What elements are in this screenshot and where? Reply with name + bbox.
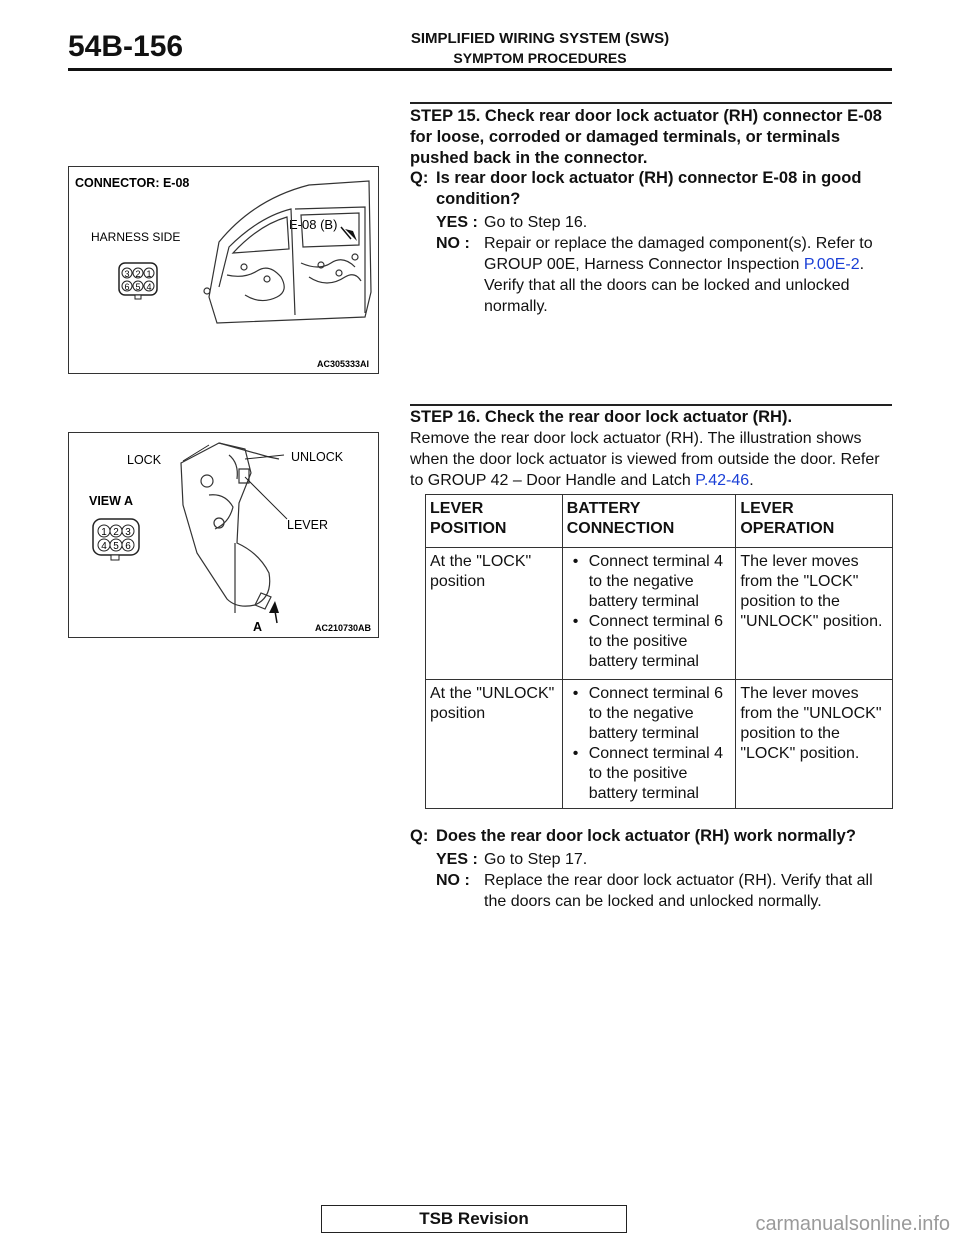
table-cell: At the "LOCK" position [426,548,563,680]
tsb-revision-box: TSB Revision [321,1205,627,1233]
no-text: Repair or replace the damaged component(s). Refer to GROUP 00E, Harness Connector Inspection P.00E-2. Verify that all the doors can be locked and unlocked normally. [484,235,873,315]
lever-label: LEVER [287,518,328,532]
svg-text:4: 4 [146,282,152,292]
vehicle-door-sketch [204,181,371,323]
table-header: BATTERY CONNECTION [562,495,736,548]
question-text: Is rear door lock actuator (RH) connector E-08 in good condition? [436,169,862,208]
yes-label: YES : [436,214,478,231]
harness-side-label: HARNESS SIDE [91,230,181,244]
actuator-body-sketch [181,443,279,613]
question-prefix: Q: [410,169,429,187]
lock-label: LOCK [127,453,162,467]
no-label: NO : [436,235,470,252]
svg-text:3: 3 [124,269,130,279]
connector-label: CONNECTOR: E-08 [75,176,190,190]
step15-answers [436,212,892,317]
reference-link[interactable]: P.42-46 [695,472,750,489]
actuator-illustration [69,433,378,637]
list-item: • Connect terminal 6 to the negative battery terminal [589,684,732,744]
yes-label: YES : [436,851,478,868]
figure-code: AC305333AI [316,359,369,369]
connector-callout: E-08 (B) [289,217,338,232]
figure-code: AC210730AB [314,623,371,633]
connector-figure [68,166,379,374]
step16-body: Remove the rear door lock actuator (RH). The illustration shows when the door lock actuator is viewed from outside the door. Refer to GROUP 42 – Door Handle and Latch P.42-46. [410,430,880,489]
table-cell: The lever moves from the "LOCK" position to the "UNLOCK" position. [736,548,893,680]
table-cell [562,548,736,680]
step16-title: STEP 16. Check the rear door lock actuator (RH). [410,408,793,426]
step16-question [410,826,892,847]
yes-text: Go to Step 16. [484,214,588,231]
table-header-row [426,495,893,548]
svg-text:2: 2 [135,269,141,279]
svg-text:6: 6 [125,541,131,552]
no-text: Replace the rear door lock actuator (RH). Verify that all the doors can be locked and unlocked normally. [484,872,873,910]
question-text: Does the rear door lock actuator (RH) work normally? [436,827,856,845]
header-rule [68,68,892,71]
no-label: NO : [436,872,470,889]
svg-text:6: 6 [124,282,130,292]
svg-text:3: 3 [125,527,131,538]
section-title: SIMPLIFIED WIRING SYSTEM (SWS) [410,30,670,47]
table-cell [562,680,736,809]
watermark: carmanualsonline.info [755,1213,950,1235]
table-header: LEVER OPERATION [736,495,893,548]
connector-pin-block [119,263,157,299]
connector-illustration [69,167,378,373]
yes-text: Go to Step 17. [484,851,588,868]
table-cell: At the "UNLOCK" position [426,680,563,809]
list-item: • Connect terminal 4 to the positive battery terminal [589,744,732,804]
view-arrow-label: A [253,620,263,634]
section-subtitle: SYMPTOM PROCEDURES [453,50,627,66]
table-cell: The lever moves from the "UNLOCK" position to the "LOCK" position. [736,680,893,809]
unlock-label: UNLOCK [291,450,344,464]
step15-title: STEP 15. Check rear door lock actuator (RH) connector E-08 for loose, corroded or damaged terminals, or terminals pushed back in the connector. [410,107,882,167]
table-header: LEVER POSITION [426,495,563,548]
svg-text:5: 5 [113,541,119,552]
view-label: VIEW A [89,494,133,508]
step16-answers [436,849,892,912]
step16-rule [410,404,892,406]
svg-text:5: 5 [135,282,141,292]
actuator-figure [68,432,379,638]
table-row [426,548,893,680]
svg-text:2: 2 [113,527,119,538]
lever-operation-table [425,494,893,809]
list-item: • Connect terminal 4 to the negative battery terminal [589,552,732,612]
step15-question [410,168,892,210]
svg-text:1: 1 [101,527,107,538]
table-row [426,680,893,809]
page-number: 54B-156 [68,30,184,63]
svg-text:1: 1 [146,269,152,279]
actuator-pin-block [93,519,139,560]
reference-link[interactable]: P.00E-2 [803,256,860,273]
step15-rule [410,102,892,104]
svg-text:4: 4 [101,541,107,552]
question-prefix: Q: [410,827,429,845]
list-item: • Connect terminal 6 to the positive battery terminal [589,612,732,672]
